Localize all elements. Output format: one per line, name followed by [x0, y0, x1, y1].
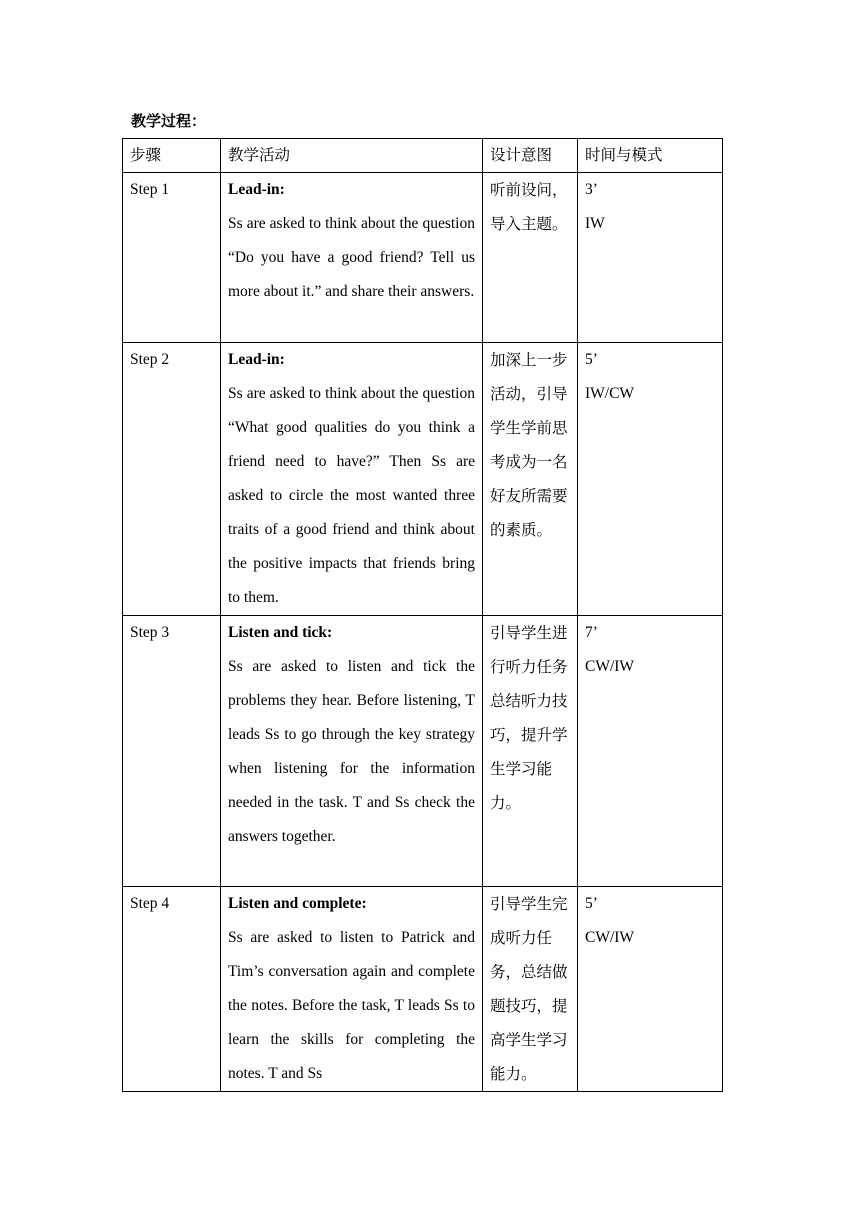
table-row — [123, 343, 723, 616]
activity-title: Listen and complete: — [228, 895, 367, 912]
mode-value: IW — [585, 215, 605, 232]
time-mode-cell — [578, 173, 723, 343]
intent-cell: 听前设问，导入主题。 — [483, 173, 578, 343]
time-value: 5’ — [585, 895, 598, 912]
activity-description: Ss are asked to think about the question “Do you have a good friend? Tell us more about it.” and share their answers. — [228, 215, 475, 300]
mode-value: CW/IW — [585, 929, 635, 946]
mode-value: CW/IW — [585, 658, 635, 675]
mode-value: IW/CW — [585, 385, 635, 402]
activity-description: Ss are asked to listen and tick the problems they hear. Before listening, T leads Ss to go through the key strategy when listening for the information needed in the task. T and Ss check the answers together. — [228, 658, 475, 845]
activity-cell — [221, 616, 483, 887]
activity-cell — [221, 343, 483, 616]
intent-cell: 引导学生进行听力任务总结听力技巧，提升学生学习能力。 — [483, 616, 578, 887]
activity-title: Lead-in: — [228, 181, 285, 198]
table-row — [123, 616, 723, 887]
step-cell: Step 2 — [123, 343, 221, 616]
activity-description: Ss are asked to think about the question “What good qualities do you think a friend need to have?” Then Ss are asked to circle the most wanted three traits of a good friend and think about the positive impacts that friends bring to them. — [228, 385, 475, 606]
teaching-process-table — [122, 138, 723, 1092]
time-mode-cell — [578, 616, 723, 887]
step-cell: Step 3 — [123, 616, 221, 887]
activity-cell — [221, 173, 483, 343]
intent-cell: 加深上一步活动，引导学生学前思考成为一名好友所需要的素质。 — [483, 343, 578, 616]
table-row — [123, 173, 723, 343]
time-mode-cell — [578, 343, 723, 616]
section-heading: 教学过程： — [131, 112, 207, 130]
activity-title: Listen and tick: — [228, 624, 333, 641]
time-mode-cell — [578, 887, 723, 1092]
step-cell: Step 4 — [123, 887, 221, 1092]
intent-cell: 引导学生完成听力任务，总结做题技巧，提高学生学习能力。 — [483, 887, 578, 1092]
activity-description: Ss are asked to listen to Patrick and Tim’s conversation again and complete the notes. Before the task, T leads Ss to learn the skills for completing the notes. T and Ss — [228, 929, 475, 1082]
activity-title: Lead-in: — [228, 351, 285, 368]
header-step: 步骤 — [123, 139, 221, 173]
header-activity: 教学活动 — [221, 139, 483, 173]
time-value: 7’ — [585, 624, 598, 641]
time-value: 3’ — [585, 181, 598, 198]
time-value: 5’ — [585, 351, 598, 368]
header-intent: 设计意图 — [483, 139, 578, 173]
step-cell: Step 1 — [123, 173, 221, 343]
activity-cell — [221, 887, 483, 1092]
table-header-row — [123, 139, 723, 173]
header-time-mode: 时间与模式 — [578, 139, 723, 173]
table-row — [123, 887, 723, 1092]
